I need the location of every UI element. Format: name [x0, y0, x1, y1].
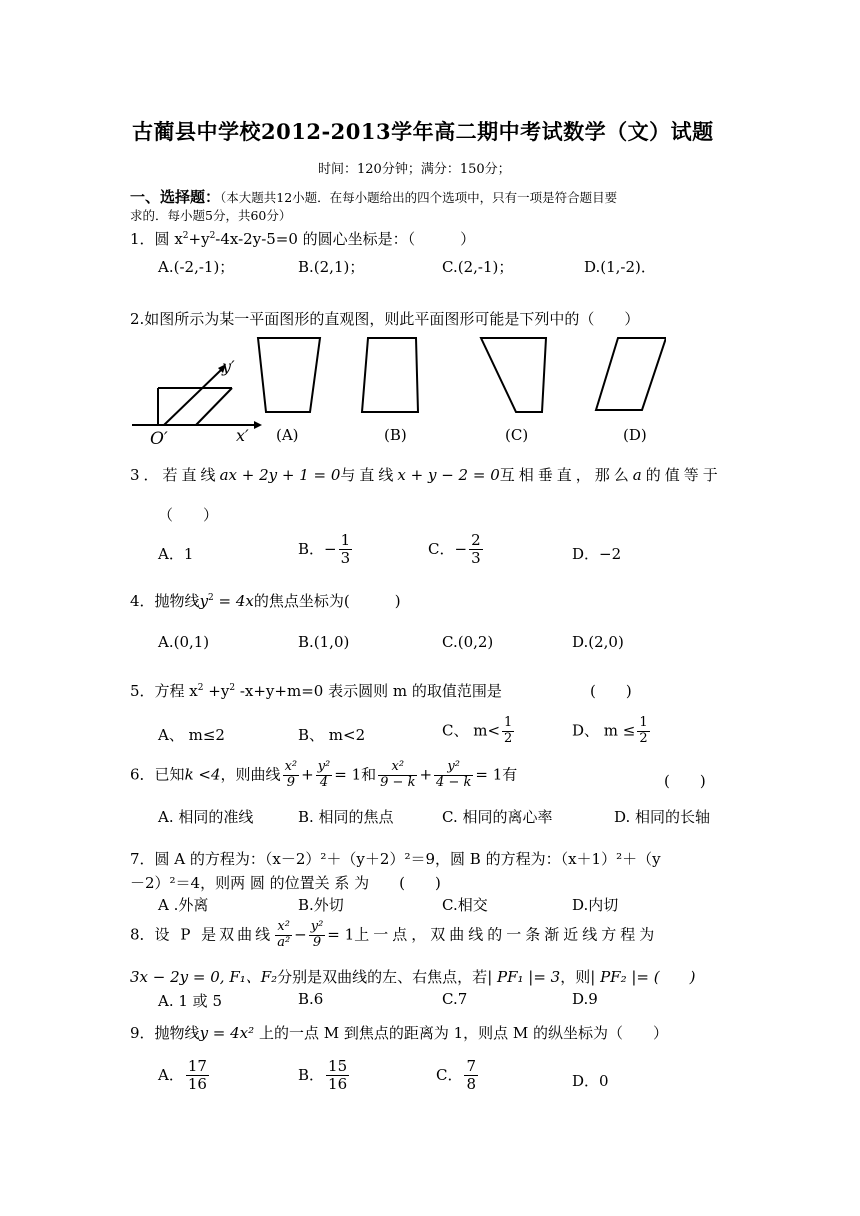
q7-option-a: A .外离: [158, 896, 209, 914]
question-8-line2: 3x − 2y = 0, F₁、F₂分别是双曲线的左、右焦点，若| PF₁ |= 3，则| PF₂ |= ( ): [130, 968, 696, 986]
question-9: 9．抛物线y = 4x² 上的一点 M 到焦点的距离为 1，则点 M 的纵坐标为（ ）: [130, 1024, 669, 1042]
question-4: 4．抛物线$y^2 = 4x$的焦点坐标为( ): [130, 592, 401, 610]
shape-b: [362, 338, 418, 412]
q3-paren: （ ）: [158, 506, 219, 524]
y-axis-label: y′: [222, 357, 235, 376]
y-axis-line: [164, 370, 221, 425]
x-axis-label: x′: [236, 426, 249, 445]
question-5: 5．方程 $x^2 +y^2$ -x+y+m=0 表示圆则 m 的取值范围是: [130, 682, 502, 700]
q5-option-b: B、 m<2: [298, 726, 366, 744]
q7-option-c: C.相交: [442, 896, 488, 914]
q3-option-d: D．−2: [572, 545, 622, 563]
question-1: 1．圆 $x^2+y^2-4x-2y-5=0$ 的圆心坐标是：（ ）: [130, 230, 476, 248]
shape-d-label: (D): [623, 426, 647, 444]
question-2: 2.如图所示为某一平面图形的直观图，则此平面图形可能是下列中的（ ）: [130, 310, 640, 328]
q4-option-a: A.(0,1): [158, 633, 210, 651]
q9-option-b: B． $\frac{15}{16}$: [298, 1057, 348, 1094]
section-heading-line: [130, 186, 617, 207]
q3-option-b: B．− $\frac{1}{3}$: [298, 531, 351, 568]
q8-option-d: D.9: [572, 990, 598, 1008]
shape-c-label: (C): [505, 426, 529, 444]
q6-option-d: D. 相同的长轴: [614, 808, 711, 826]
shape-a-label: (A): [276, 426, 299, 444]
shape-c: [481, 338, 546, 412]
q3-option-c: C．− $\frac{2}{3}$: [428, 531, 481, 568]
page-subtitle: 时间：120分钟；满分：150分；: [318, 162, 511, 177]
q1-option-b: B.(2,1)；: [298, 258, 365, 276]
section-note-2: 求的．每小题5分，共60分）: [130, 208, 292, 223]
q7-option-d: D.内切: [572, 896, 619, 914]
q5-paren: ( ): [590, 682, 632, 700]
question-6: 6．已知k <4，则曲线 $\frac{\text{x²}}{9}$ + $\frac{\text{y²}}{4}$ = 1和 $\frac{\text{x²}}{9 - k}$ + $\frac{\text{y²}}{4 - k}$ = 1有: [130, 759, 518, 790]
q6-option-a: A. 相同的准线: [158, 808, 254, 826]
q7-option-b: B.外切: [298, 896, 344, 914]
q1-option-d: D.(1,-2)．: [584, 258, 656, 276]
question-7-line1: 7．圆 A 的方程为：（x－2）²＋（y＋2）²＝9，圆 B 的方程为：（x＋1）²＋（y: [130, 850, 661, 868]
origin-label: O′: [150, 429, 168, 449]
q9-option-d: D．0: [572, 1072, 609, 1090]
page-title: 古蔺县中学校2012-2013学年高二期中考试数学（文）试题: [132, 119, 714, 144]
shape-b-label: (B): [384, 426, 407, 444]
q4-option-c: C.(0,2): [442, 633, 494, 651]
figure-right-edge: [196, 388, 232, 425]
q1-option-c: C.(2,-1)；: [442, 258, 514, 276]
question-8-line1: 8．设 P 是双曲线 $\frac{\text{x²}}{\text{a²}}$ − $\frac{\text{y²}}{9}$ = 1上一点，双曲线的一条渐近线方程为: [130, 919, 659, 950]
section-note: （本大题共12小题．在每小题给出的四个选项中，只有一项是符合题目要: [220, 190, 618, 205]
q5-option-c: C、 m< $\frac{1}{2}$: [442, 715, 513, 746]
q6-paren: ( ): [664, 772, 706, 790]
q9-option-a: A． $\frac{17}{16}$: [158, 1057, 207, 1094]
x-axis-arrow: [254, 421, 262, 429]
q8-option-b: B.6: [298, 990, 324, 1008]
q6-option-c: C. 相同的离心率: [442, 808, 553, 826]
q5-option-a: A、 m≤2: [158, 726, 225, 744]
shape-a: [258, 338, 320, 412]
q5-option-d: D、 m ≤ $\frac{1}{2}$: [572, 715, 648, 746]
q1-option-a: A.(-2,-1)；: [158, 258, 235, 276]
shape-d: [596, 338, 666, 410]
question-3: 3．若直线ax + 2y + 1 = 0与直线x + y − 2 = 0互相垂直，那么a的值等于: [130, 466, 722, 484]
q4-option-d: D.(2,0): [572, 633, 624, 651]
question-7-line2: －2）²＝4，则两 圆 的位置关 系 为 ( ): [130, 874, 441, 892]
q4-option-b: B.(1,0): [298, 633, 350, 651]
q9-option-c: C． $\frac{7}{8}$: [436, 1057, 477, 1094]
q2-figure: [126, 330, 666, 450]
section-heading: 一、选择题：: [130, 188, 221, 206]
q6-option-b: B. 相同的焦点: [298, 808, 394, 826]
q3-option-a: A．1: [158, 545, 194, 563]
q8-option-a: A. 1 或 5: [158, 992, 222, 1010]
q8-option-c: C.7: [442, 990, 468, 1008]
